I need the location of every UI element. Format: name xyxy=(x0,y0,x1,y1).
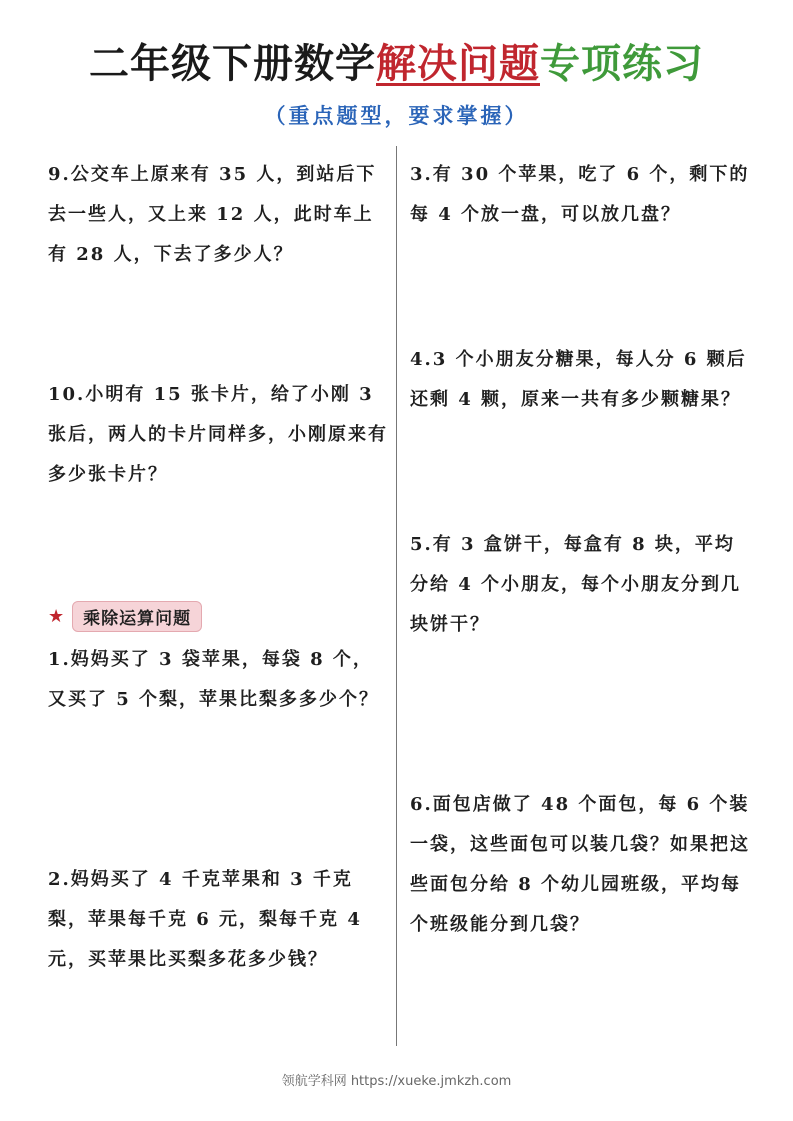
page-title xyxy=(0,36,793,92)
column-divider xyxy=(396,146,397,1046)
section-heading xyxy=(48,600,202,632)
footer-watermark: 领航学科网 https://xueke.jmkzh.com xyxy=(281,1074,512,1089)
title-grade: 二年级下册数学 xyxy=(89,41,376,87)
problem-9: 9.公交车上原来有 35 人，到站后下去一些人，又上来 12 人，此时车上有 28 人，下去了多少人？ xyxy=(48,164,377,265)
problem-1: 1.妈妈买了 3 袋苹果，每袋 8 个，又买了 5 个梨，苹果比梨多多少个？ xyxy=(48,649,380,710)
title-topic: 解决问题 xyxy=(376,41,540,87)
problem-10: 10.小明有 15 张卡片，给了小刚 3 张后，两人的卡片同样多，小刚原来有多少张卡片？ xyxy=(48,384,388,485)
problem-2: 2.妈妈买了 4 千克苹果和 3 千克梨，苹果每千克 6 元，梨每千克 4 元，买苹果比买梨多花多少钱？ xyxy=(48,869,362,970)
star-icon: ★ xyxy=(48,605,65,627)
problem-4: 4.3 个小朋友分糖果，每人分 6 颗后还剩 4 颗，原来一共有多少颗糖果？ xyxy=(410,349,747,410)
problem-5: 5.有 3 盒饼干，每盒有 8 块，平均分给 4 个小朋友，每个小朋友分到几块饼干？ xyxy=(410,534,742,635)
problem-6: 6.面包店做了 48 个面包，每 6 个装一袋，这些面包可以装几袋？如果把这些面包分给 8 个幼儿园班级，平均每个班级能分到几袋？ xyxy=(410,794,750,935)
title-practice: 专项练习 xyxy=(540,41,704,87)
problem-3: 3.有 30 个苹果，吃了 6 个，剩下的每 4 个放一盘，可以放几盘？ xyxy=(410,164,750,225)
page-subtitle: （重点题型，要求掌握） xyxy=(264,104,529,128)
section-label: 乘除运算问题 xyxy=(72,601,202,632)
